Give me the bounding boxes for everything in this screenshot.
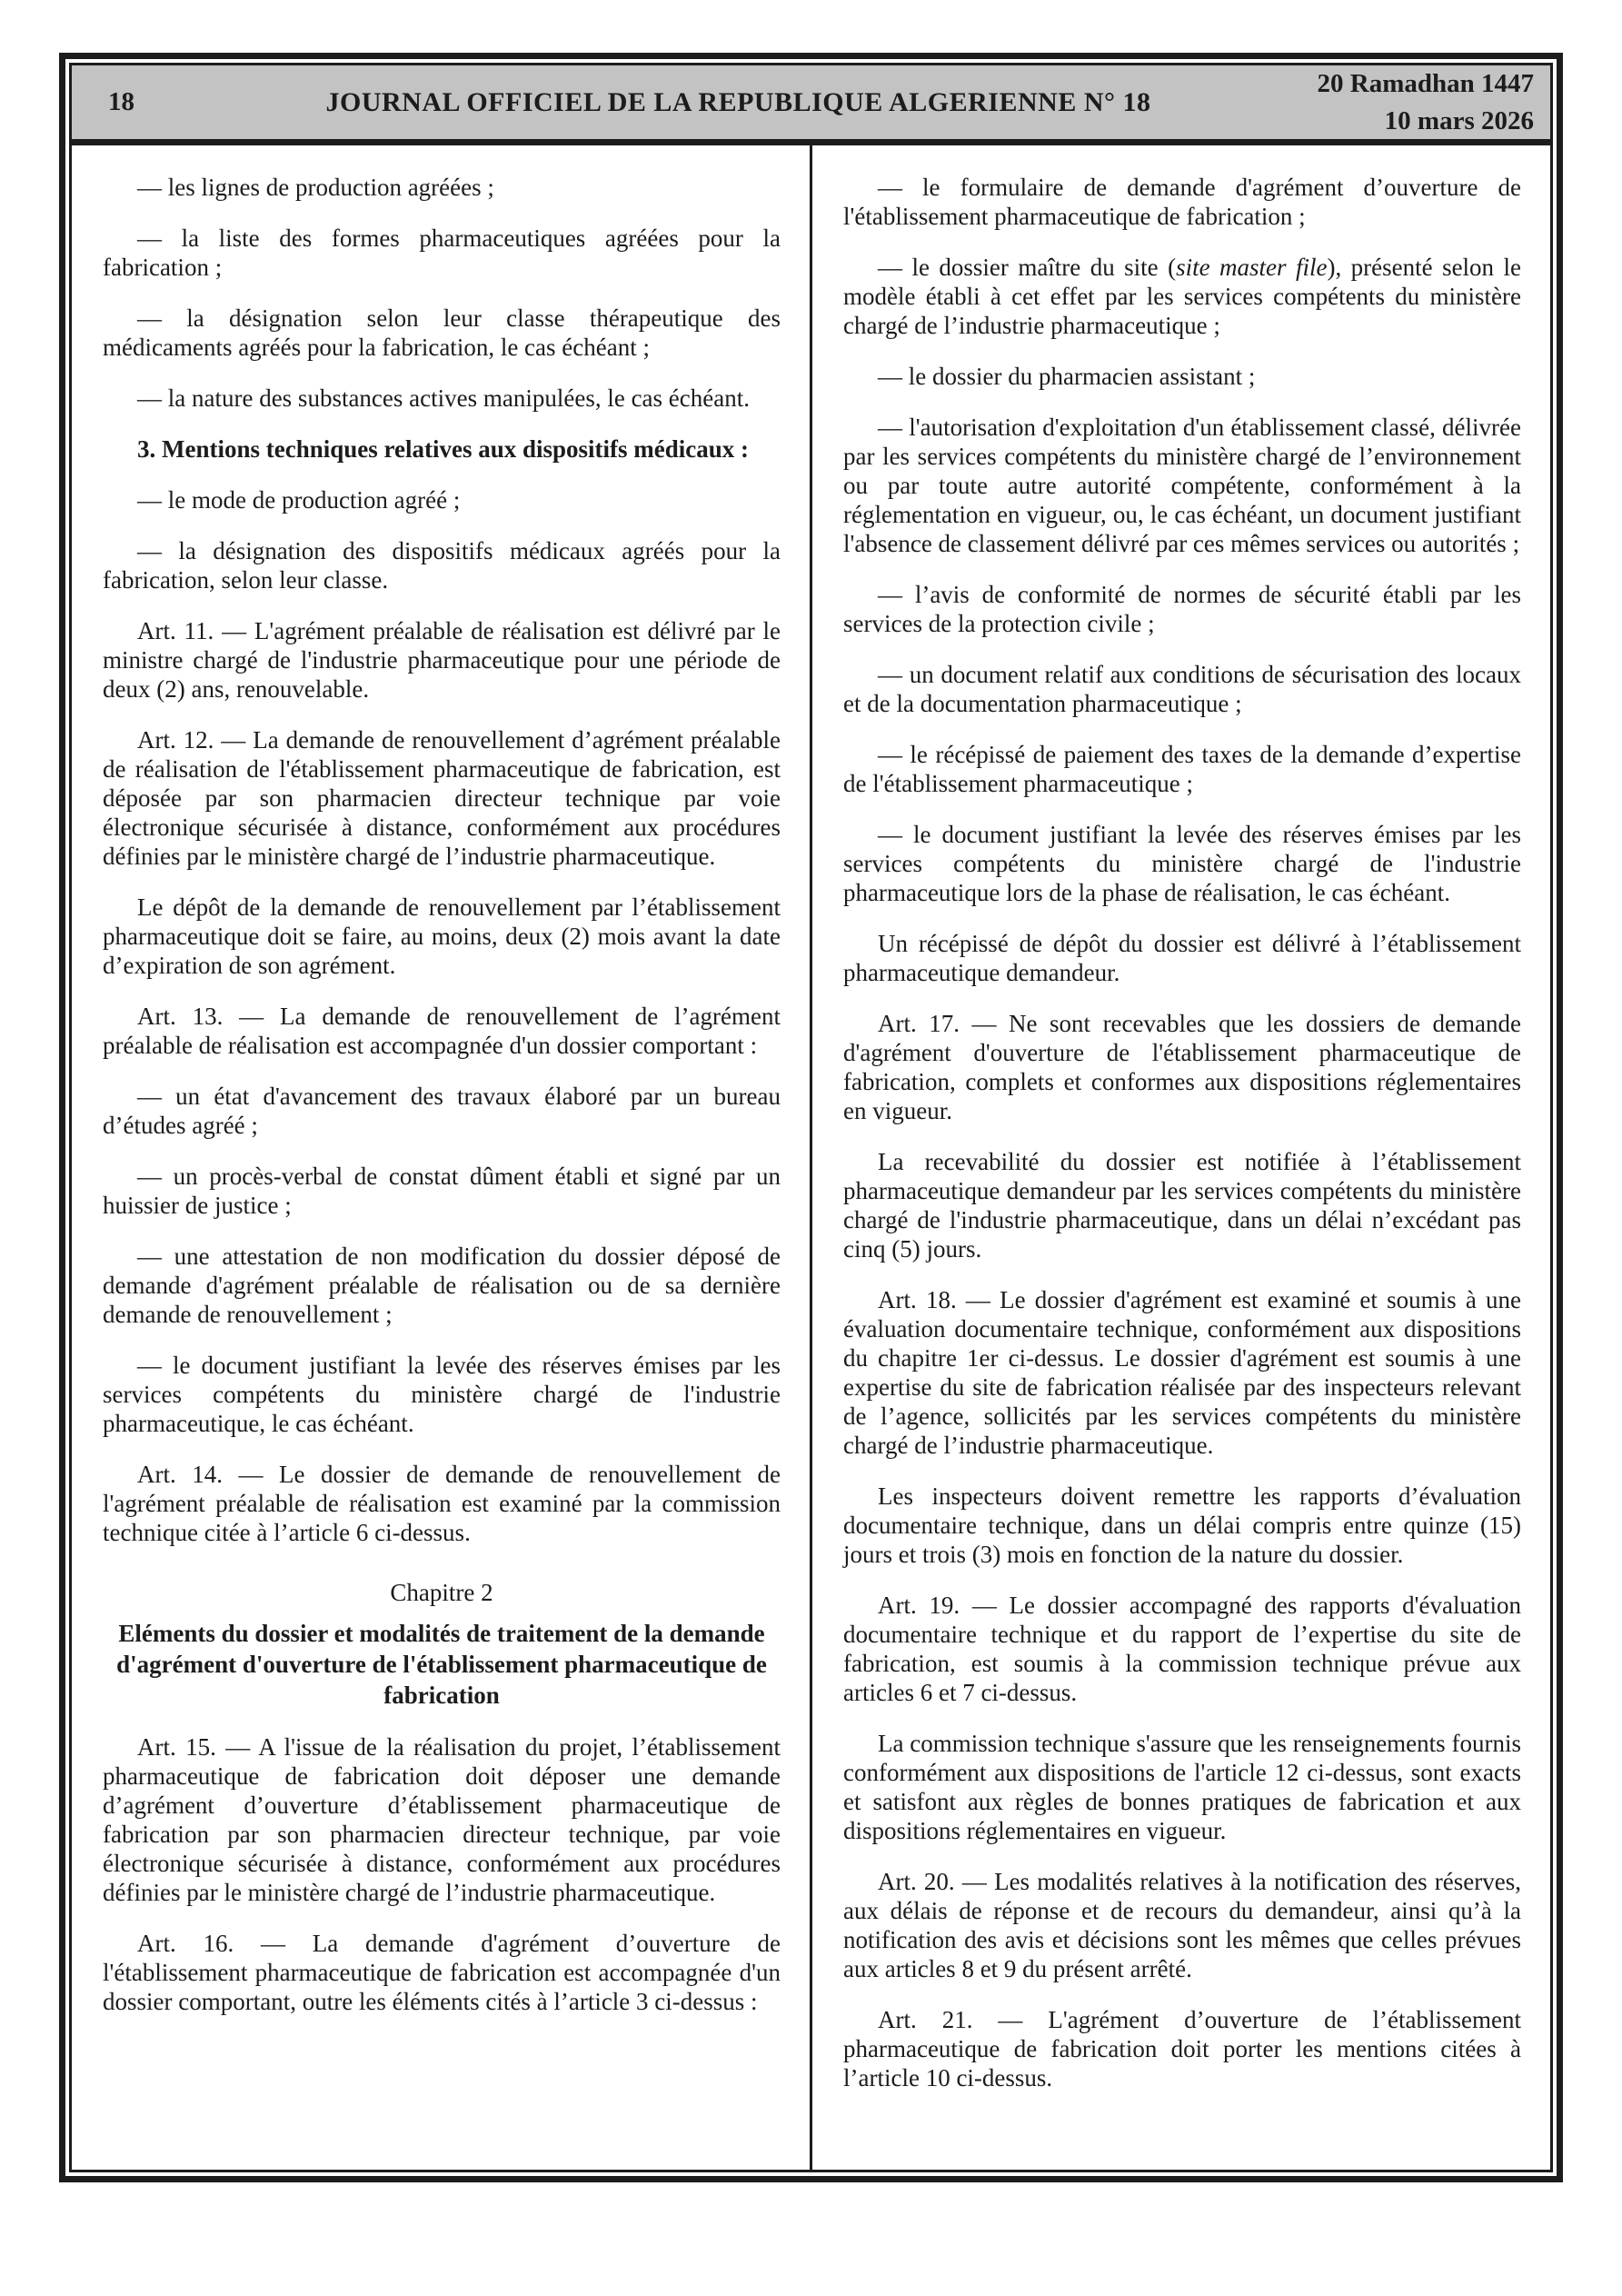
article-paragraph: Art. 18. — Le dossier d'agrément est examiné et soumis à une évaluation documentaire technique, conformément aux dispositions du chapitre 1er ci-dessus. Le dossier d'agrément est soumis à une expertise du site de fabrication réalisée par des inspecteurs relevant de l’agence, sollicités par les services compétents du ministère chargé de l’industrie pharmaceutique. — [843, 1286, 1521, 1459]
body-paragraph: Les inspecteurs doivent remettre les rapports d’évaluation documentaire technique, dans un délai compris entre quinze (15) jours et trois (3) mois en fonction de la nature du dossier. — [843, 1482, 1521, 1568]
issue-dates — [1269, 65, 1550, 140]
list-item: — le récépissé de paiement des taxes de la demande d’expertise de l'établissement pharmaceutique ; — [843, 741, 1521, 797]
body-paragraph: Le dépôt de la demande de renouvellement par l’établissement pharmaceutique doit se faire, au moins, deux (2) mois avant la date d’expiration de son agrément. — [103, 893, 781, 979]
list-item: — le document justifiant la levée des réserves émises par les services compétents du ministère chargé de l'industrie pharmaceutique, le cas échéant. — [103, 1352, 781, 1437]
article-paragraph: Art. 15. — A l'issue de la réalisation du projet, l’établissement pharmaceutique de fabrication doit déposer une demande d’agrément d’ouverture d’établissement pharmaceutique de fabrication par son pharmacien directeur technique, par voie électronique sécurisée à distance, conformément aux procédures définies par le ministère chargé de l’industrie pharmaceutique. — [103, 1733, 781, 1906]
list-item: — le document justifiant la levée des réserves émises par les services compétents du ministère chargé de l'industrie pharmaceutique lors de la phase de réalisation, le cas échéant. — [843, 821, 1521, 906]
body-paragraph: La commission technique s'assure que les renseignements fournis conformément aux dispositions de l'article 12 ci-dessus, sont exacts et satisfont aux règles de bonnes pratiques de fabrication et aux dispositions réglementaires en vigueur. — [843, 1730, 1521, 1844]
date-gregorian: 10 mars 2026 — [1384, 105, 1534, 135]
section-heading: 3. Mentions techniques relatives aux dispositifs médicaux : — [137, 435, 750, 463]
article-paragraph: Art. 12. — La demande de renouvellement d’agrément préalable de réalisation de l'établissement pharmaceutique de fabrication, est déposée par son pharmacien directeur technique par voie électronique sécurisée à distance, conformément aux procédures définies par le ministère chargé de l’industrie pharmaceutique. — [103, 726, 781, 870]
list-item: — le mode de production agréé ; — [137, 486, 461, 514]
article-paragraph: Art. 13. — La demande de renouvellement de l’agrément préalable de réalisation est accompagnée d'un dossier comportant : — [103, 1003, 781, 1059]
list-item: — la liste des formes pharmaceutiques agréées pour la fabrication ; — [103, 225, 781, 281]
list-item: — l'autorisation d'exploitation d'un établissement classé, délivrée par les services compétents du ministère chargé de l’environnement ou par toute autre autorité compétente, conformément à la réglementation en vigueur, ou, le cas échéant, un document justifiant l'absence de classement délivré par ces mêmes services ou autorités ; — [843, 414, 1521, 557]
chapter-heading: Chapitre 2 — [390, 1579, 493, 1606]
article-paragraph: Art. 20. — Les modalités relatives à la notification des réserves, aux délais de réponse et de recours du demandeur, ainsi qu’à la notification des avis et décisions sont les mêmes que celles prévues aux articles 8 et 9 du présent arrêté. — [843, 1868, 1521, 1982]
right-column — [810, 145, 1550, 2170]
list-item: — la nature des substances actives manipulées, le cas échéant. — [137, 384, 750, 412]
list-item: — un état d'avancement des travaux élaboré par un bureau d’études agréé ; — [103, 1083, 781, 1139]
article-paragraph: Art. 19. — Le dossier accompagné des rapports d'évaluation documentaire technique et du rapport de l’expertise du site de fabrication, est soumis à la commission technique prévue aux articles 6 et 7 ci-dessus. — [843, 1592, 1521, 1706]
page-inner-frame — [69, 63, 1553, 2172]
list-item: — le dossier du pharmacien assistant ; — [878, 363, 1256, 390]
article-paragraph: Art. 17. — Ne sont recevables que les dossiers de demande d'agrément d'ouverture de l'établissement pharmaceutique de fabrication, complets et conformes aux dispositions réglementaires en vigueur. — [843, 1010, 1521, 1124]
article-paragraph: Art. 21. — L'agrément d’ouverture de l’établissement pharmaceutique de fabrication doit porter les mentions citées à l’article 10 ci-dessus. — [843, 2006, 1521, 2091]
list-item: — la désignation selon leur classe thérapeutique des médicaments agréés pour la fabrication, le cas échéant ; — [103, 304, 781, 361]
article-paragraph: Art. 11. — L'agrément préalable de réalisation est délivré par le ministre chargé de l'industrie pharmaceutique pour une période de deux (2) ans, renouvelable. — [103, 617, 781, 703]
list-item: — un document relatif aux conditions de sécurisation des locaux et de la documentation pharmaceutique ; — [843, 661, 1521, 717]
page-header — [72, 65, 1550, 145]
chapter-heading: Eléments du dossier et modalités de traitement de la demande d'agrément d'ouverture de l'établissement pharmaceutique de fabrication — [116, 1620, 767, 1709]
date-hijri: 20 Ramadhan 1447 — [1317, 68, 1534, 98]
article-paragraph: Art. 16. — La demande d'agrément d’ouverture de l'établissement pharmaceutique de fabrication est accompagnée d'un dossier comportant, outre les éléments cités à l’article 3 ci-dessus : — [103, 1930, 781, 2015]
list-item: — l’avis de conformité de normes de sécurité établi par les services de la protection civile ; — [843, 581, 1521, 637]
article-paragraph: Art. 14. — Le dossier de demande de renouvellement de l'agrément préalable de réalisation est examiné par la commission technique citée à l’article 6 ci-dessus. — [103, 1461, 781, 1546]
journal-title: JOURNAL OFFICIEL DE LA REPUBLIQUE ALGERIENNE N° 18 — [325, 86, 1151, 117]
page-frame — [59, 53, 1563, 2182]
page-number: 18 — [108, 87, 134, 116]
left-column — [72, 145, 810, 2170]
list-item: — le formulaire de demande d'agrément d’ouverture de l'établissement pharmaceutique de fabrication ; — [843, 174, 1521, 230]
list-item: — une attestation de non modification du dossier déposé de demande d'agrément préalable de réalisation ou de sa dernière demande de renouvellement ; — [103, 1243, 781, 1328]
list-item: — le dossier maître du site (site master file), présenté selon le modèle établi à cet effet par les services compétents du ministère chargé de l’industrie pharmaceutique ; — [843, 254, 1521, 339]
list-item: — les lignes de production agréées ; — [137, 174, 494, 201]
two-column-body — [72, 145, 1550, 2170]
list-item: — la désignation des dispositifs médicaux agréés pour la fabrication, selon leur classe. — [103, 537, 781, 594]
body-paragraph: Un récépissé de dépôt du dossier est délivré à l’établissement pharmaceutique demandeur. — [843, 930, 1521, 986]
list-item: — un procès-verbal de constat dûment établi et signé par un huissier de justice ; — [103, 1163, 781, 1219]
body-paragraph: La recevabilité du dossier est notifiée à l’établissement pharmaceutique demandeur par les services compétents du ministère chargé de l'industrie pharmaceutique, dans un délai n’excédant pas cinq (5) jours. — [843, 1148, 1521, 1263]
